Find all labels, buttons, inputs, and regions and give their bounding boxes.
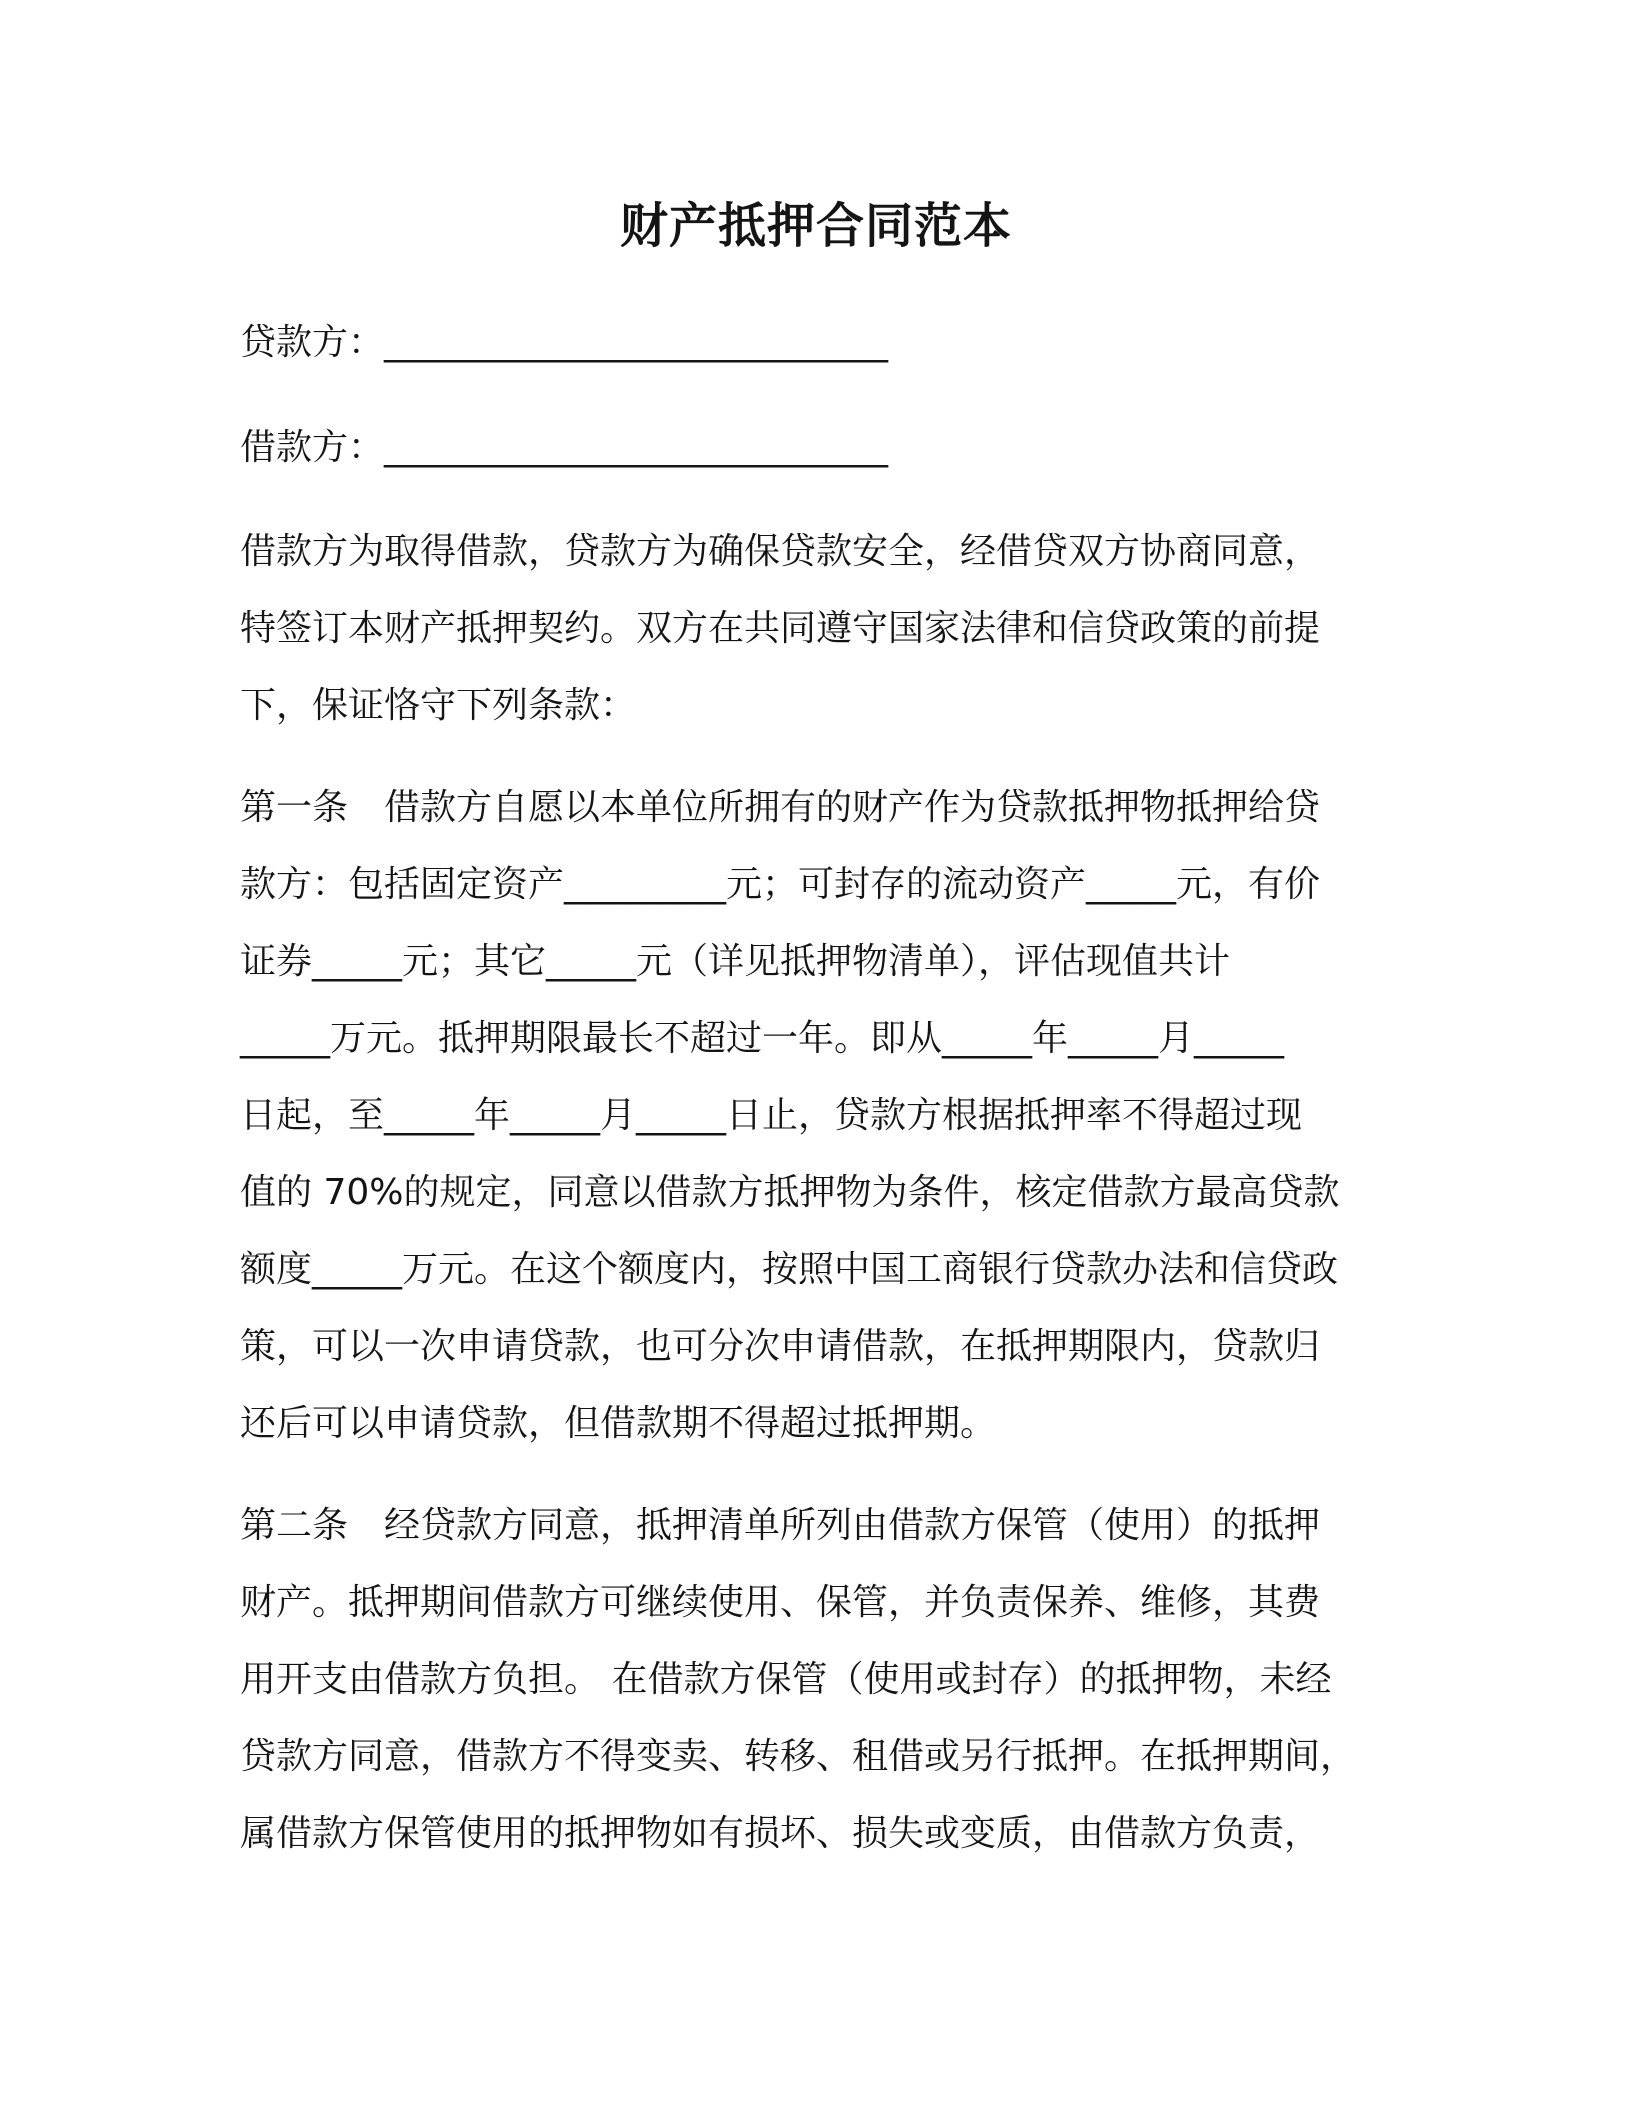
text-line: 策，可以一次申请贷款，也可分次申请借款，在抵押期限内，贷款归: [240, 1326, 1321, 1367]
text-line: 款方：包括固定资产_________元；可封存的流动资产_____元，有价: [240, 864, 1321, 905]
paragraph-preamble: [240, 513, 1400, 744]
document-title: 财产抵押合同范本: [619, 198, 1012, 254]
text-line: 还后可以申请贷款，但借款期不得超过抵押期。: [240, 1403, 997, 1444]
borrower-line: 借款方：____________________________: [240, 427, 889, 468]
text-line: 下，保证恪守下列条款：: [240, 685, 637, 726]
paragraph-article-2: [240, 1487, 1400, 1872]
text-line: _____万元。抵押期限最长不超过一年。即从_____年_____月_____: [240, 1018, 1285, 1059]
text-line: 借款方为取得借款，贷款方为确保贷款安全，经借贷双方协商同意，: [240, 531, 1321, 572]
paragraph-article-1: [240, 769, 1400, 1462]
text-line: 贷款方同意，借款方不得变卖、转移、租借或另行抵押。在抵押期间，: [240, 1736, 1357, 1777]
text-line: 第二条 经贷款方同意，抵押清单所列由借款方保管（使用）的抵押: [240, 1505, 1321, 1546]
text-line: 财产。抵押期间借款方可继续使用、保管，并负责保养、维修，其费: [240, 1582, 1321, 1623]
text-line: 日起，至_____年_____月_____日止，贷款方根据抵押率不得超过现: [240, 1095, 1303, 1136]
text-line: 第一条 借款方自愿以本单位所拥有的财产作为贷款抵押物抵押给贷: [240, 787, 1321, 828]
lender-line: 贷款方：____________________________: [240, 322, 889, 363]
text-line: 特签订本财产抵押契约。双方在共同遵守国家法律和信贷政策的前提: [240, 608, 1321, 649]
contract-body: [240, 513, 1400, 1872]
text-line: 额度_____万元。在这个额度内，按照中国工商银行贷款办法和信贷政: [240, 1249, 1339, 1290]
text-line: 属借款方保管使用的抵押物如有损坏、损失或变质，由借款方负责，: [240, 1813, 1321, 1854]
text-line: 证券_____元；其它_____元（详见抵押物清单），评估现值共计: [240, 941, 1231, 982]
text-line: 用开支由借款方负担。 在借款方保管（使用或封存）的抵押物，未经: [240, 1659, 1332, 1700]
text-line: 值的 70%的规定，同意以借款方抵押物为条件，核定借款方最高贷款: [240, 1172, 1340, 1213]
